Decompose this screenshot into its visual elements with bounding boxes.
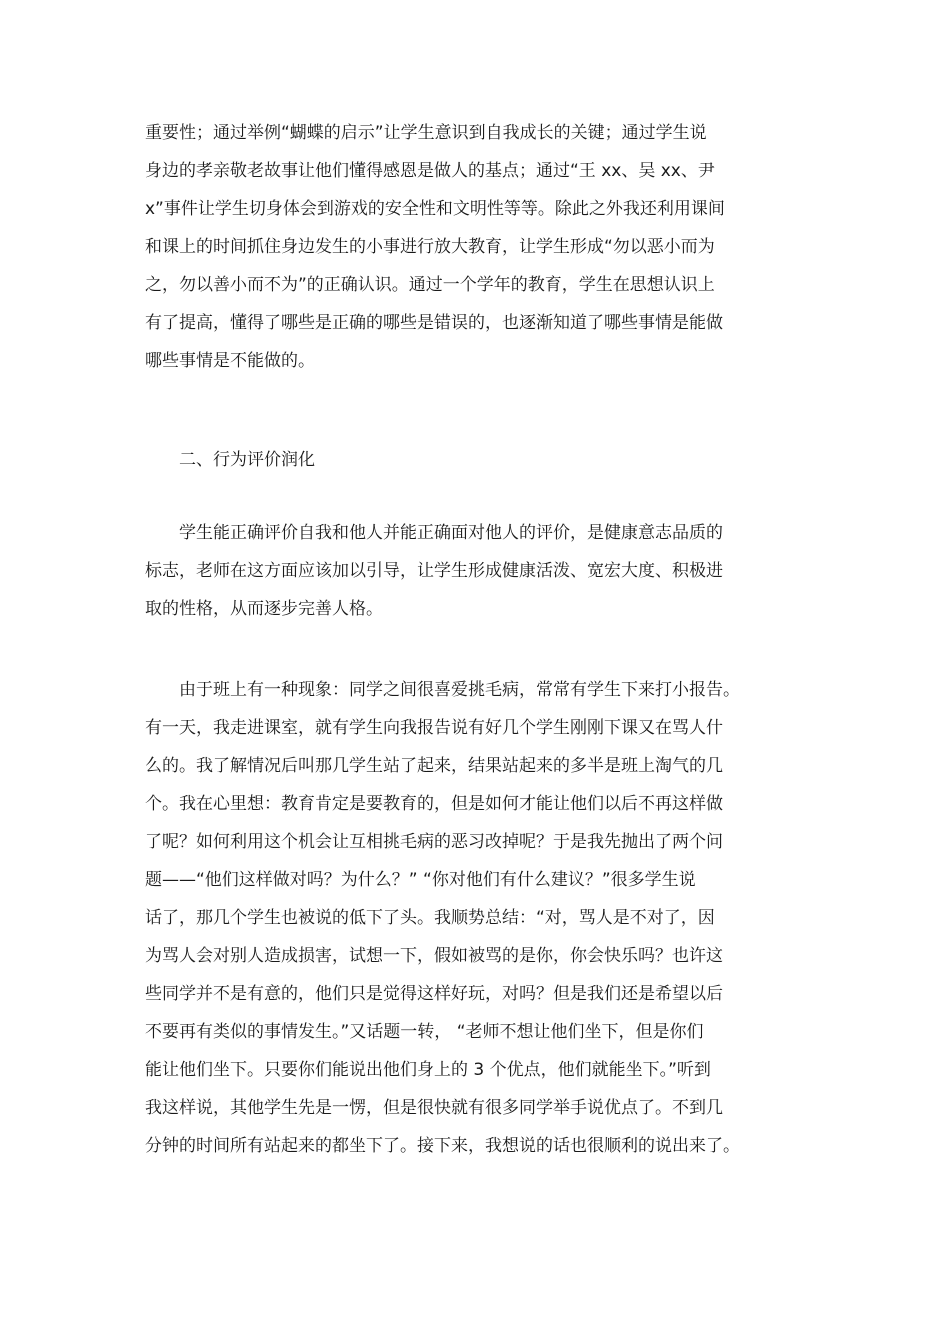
text-line: 和课上的时间抓住身边发生的小事进行放大教育，让学生形成“勿以恶小而为 [145, 237, 715, 257]
text-line: 标志，老师在这方面应该加以引导，让学生形成健康活泼、宽宏大度、积极进 [145, 561, 723, 581]
text-line: 取的性格，从而逐步完善人格。 [145, 599, 383, 619]
text-line: 题——“他们这样做对吗？为什么？” “你对他们有什么建议？”很多学生说 [145, 870, 696, 890]
section-heading [145, 441, 805, 479]
text-line: x”事件让学生切身体会到游戏的安全性和文明性等等。除此之外我还利用课间 [145, 199, 725, 219]
paragraph-3 [145, 671, 805, 1165]
text-line: 有了提高，懂得了哪些是正确的哪些是错误的，也逐渐知道了哪些事情是能做 [145, 313, 723, 333]
text-line: 么的。我了解情况后叫那几学生站了起来，结果站起来的多半是班上淘气的几 [145, 756, 723, 776]
text-line: 个。我在心里想：教育肯定是要教育的，但是如何才能让他们以后不再这样做 [145, 794, 723, 814]
text-line: 有一天，我走进课室，就有学生向我报告说有好几个学生刚刚下课又在骂人什 [145, 718, 723, 738]
text-line: 身边的孝亲敬老故事让他们懂得感恩是做人的基点；通过“王 xx、吴 xx、尹 [145, 161, 715, 181]
heading-text: 二、行为评价润化 [179, 450, 315, 470]
text-line: 能让他们坐下。只要你们能说出他们身上的 3 个优点，他们就能坐下。”听到 [145, 1060, 711, 1080]
text-line: 我这样说，其他学生先是一愣，但是很快就有很多同学举手说优点了。不到几 [145, 1098, 723, 1118]
text-line: 哪些事情是不能做的。 [145, 351, 315, 371]
text-line: 话了，那几个学生也被说的低下了头。我顺势总结：“对，骂人是不对了，因 [145, 908, 715, 928]
text-line: 分钟的时间所有站起来的都坐下了。接下来，我想说的话也很顺利的说出来了。 [145, 1136, 740, 1156]
paragraph-1 [145, 114, 805, 380]
text-line: 之，勿以善小而不为”的正确认识。通过一个学年的教育，学生在思想认识上 [145, 275, 715, 295]
paragraph-2 [145, 514, 805, 628]
text-line: 了呢？如何利用这个机会让互相挑毛病的恶习改掉呢？于是我先抛出了两个问 [145, 832, 723, 852]
text-line: 重要性；通过举例“蝴蝶的启示”让学生意识到自我成长的关键；通过学生说 [145, 123, 707, 143]
text-line: 由于班上有一种现象：同学之间很喜爱挑毛病，常常有学生下来打小报告。 [179, 680, 740, 700]
text-line: 为骂人会对别人造成损害，试想一下，假如被骂的是你，你会快乐吗？也许这 [145, 946, 723, 966]
text-line: 学生能正确评价自我和他人并能正确面对他人的评价，是健康意志品质的 [179, 523, 723, 543]
text-line: 些同学并不是有意的，他们只是觉得这样好玩，对吗？但是我们还是希望以后 [145, 984, 723, 1004]
text-line: 不要再有类似的事情发生。”又话题一转， “老师不想让他们坐下，但是你们 [145, 1022, 704, 1042]
